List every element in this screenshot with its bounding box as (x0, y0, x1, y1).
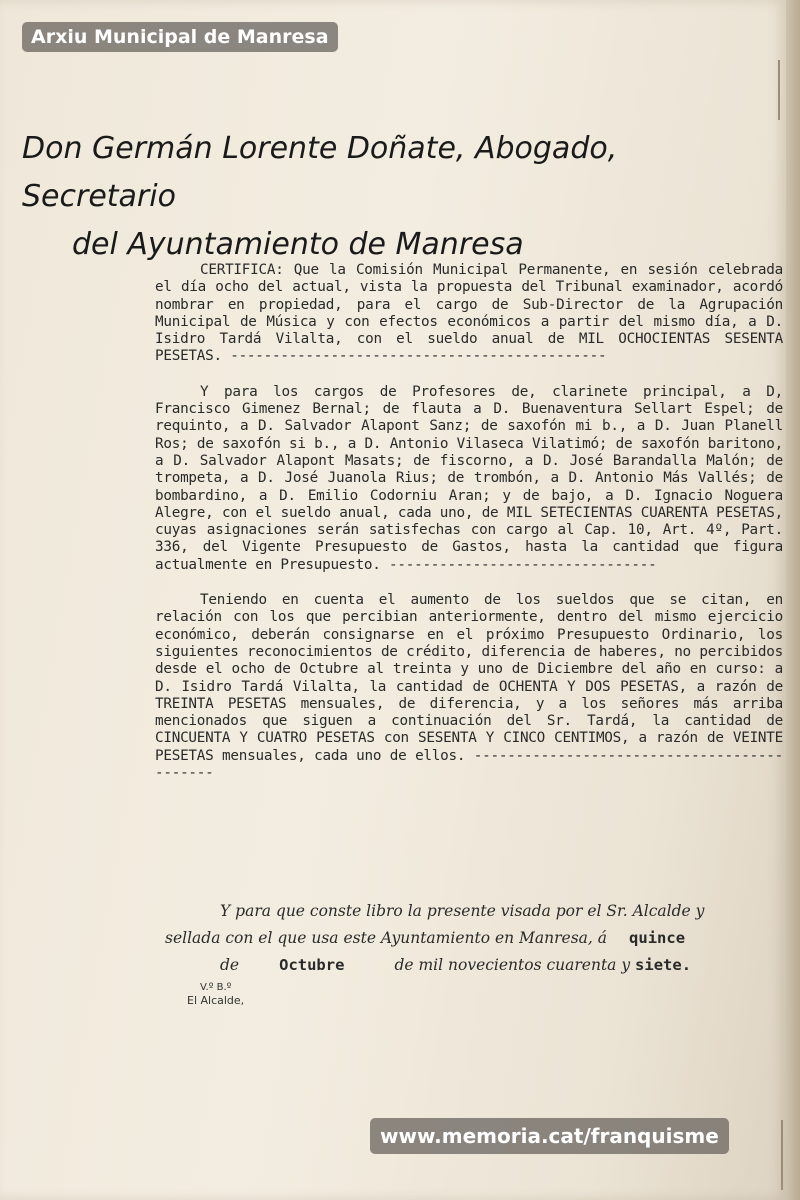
year-fill: siete. (635, 956, 692, 974)
paper-fold-mark (778, 60, 780, 120)
paper-fold-mark (781, 1120, 783, 1190)
alcalde-label: El Alcalde, (187, 994, 245, 1007)
month-fill: Octubre (279, 956, 345, 974)
heading-line-2: del Ayuntamiento de Manresa (72, 227, 524, 262)
day-fill: quince (629, 929, 686, 947)
page-edge (786, 0, 800, 1200)
closing-line-3: de Octubre de mil novecientos cuarenta y siete. (220, 956, 692, 974)
heading-line-1: Don Germán Lorente Doñate, Abogado, Secretario (22, 131, 618, 214)
visto-bueno-label: V.º B.º (200, 982, 232, 993)
closing-line-1: Y para que conste libro la presente visada por el Sr. Alcalde y (220, 902, 705, 920)
sueldos-paragraph: Teniendo en cuenta el aumento de los sueldos que se citan, en relación con los que percibian anteriormente, dentro del mismo ejercicio económico, deberán consignarse en el próximo Presupuesto Ordinario, los siguientes reconocimientos de crédito, diferencia de haberes, no percibidos desde el ocho de Octubre al treinta y uno de Diciembre del año en curso: a D. Isidro Tardá Vilalta, la cantidad de OCHENTA Y DOS PESETAS, a razón de TREINTA PESETAS mensuales, de diferencia, y a los señores más arriba mencionados que siguen a continuación del Sr. Tardá, la cantidad de CINCUENTA Y CUATRO PESETAS con SESENTA Y CINCO CENTIMOS, a razón de VEINTE PESETAS mensuales, cada uno de ellos. -------------------------------------------- (155, 592, 783, 782)
closing-formula (165, 898, 745, 979)
archive-watermark: Arxiu Municipal de Manresa (22, 22, 338, 52)
profesores-paragraph: Y para los cargos de Profesores de, clarinete principal, a D, Francisco Gimenez Bernal; de flauta a D. Buenaventura Sellart Espel; de requinto, a D. Salvador Alapont Sanz; de saxofón mi b., a D. Juan Planell Ros; de saxofón si b., a D. Antonio Vilaseca Vilatimó; de saxofón baritono, a D. Salvador Alapont Masats; de fiscorno, a D. José Barandalla Malón; de trompeta, a D. José Juanola Rius; de trombón, a D. Antonio Más Vallés; de bombardino, a D. Emilio Codorniu Aran; y de bajo, a D. Ignacio Noguera Alegre, con el sueldo anual, cada uno, de MIL SETECIENTAS CUARENTA PESETAS, cuyas asignaciones serán satisfechas con cargo al Cap. 10, Art. 4º, Part. 336, del Vigente Presupuesto de Gastos, hasta la cantidad que figura actualmente en Presupuesto. -------------------------------- (155, 383, 783, 573)
certifica-paragraph: CERTIFICA: Que la Comisión Municipal Permanente, en sesión celebrada el día ocho del actual, vista la propuesta del Tribunal examinador, acordó nombrar en propiedad, para el cargo de Sub-Director de la Agrupación Municipal de Música y con efectos económicos a partir del mismo día, a D. Isidro Tardá Vilalta, con el sueldo anual de MIL OCHOCIENTAS SESENTA PESETAS. --------------------------------------------- (155, 262, 783, 365)
document-heading (22, 125, 762, 269)
website-watermark: www.memoria.cat/franquisme (370, 1118, 729, 1154)
closing-line-2: sellada con el que usa este Ayuntamiento en Manresa, á quince (165, 929, 686, 947)
typed-body (155, 262, 783, 800)
